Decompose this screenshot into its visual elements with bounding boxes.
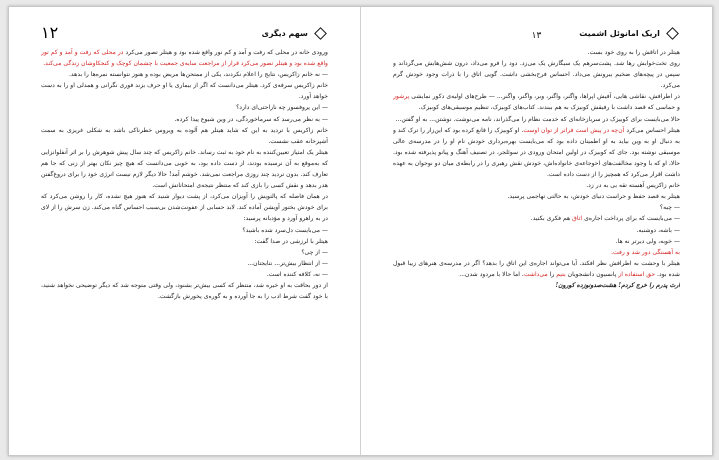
paragraph-text: ارث پدرم را خرج کردم! هشت‌صد‌و‌نوزده کورون!: [555, 281, 680, 289]
paragraph: [393, 47, 680, 58]
paragraph-text: — از چی؟: [301, 248, 328, 256]
paragraph-text: . اما حالا با مردود شدن...: [459, 270, 524, 278]
paragraph-text: — این پروفسور چه ناراحتی‌ای دارد؟: [236, 104, 328, 112]
paragraph: [41, 258, 328, 269]
paragraph: [393, 191, 680, 202]
highlighted-text: می‌داشت: [523, 270, 548, 278]
paragraph-text: — می‌بایست دل‌سرد شده باشید؟: [242, 226, 328, 234]
paragraph: [41, 225, 328, 236]
paragraph-text: حالا می‌بایست برای کوبیزک در سربازخانه‌ای که خدمت نظام را می‌گذراند، نامه می‌نوشت. نوشتن... به او گفتن...: [395, 115, 680, 123]
paragraph-text: در همان فاصله که پالتویش را آویزان می‌کرد، از پشت دیوار شنید که هنوز هیچ نشده، کار را روشن می‌کرد که برای خودش بختور آویشن آماده کند. لابد حسابی از عفونت‌شدن بی‌سبب احساس گناه می‌کند. زن سرش را از لای در به راهرو آورد و مؤدبانه پرسید:: [41, 193, 328, 223]
highlighted-text: یتیم: [556, 270, 566, 278]
right-page-number-wrap: [393, 23, 680, 42]
highlighted-text: در محلی که رفت و آمد و کم نور واقع شده بود و هیتلر تصور می‌کرد قرار از مراجعت سایه‌ی جمعیت با چشمان کوچک و کنجکاوشان زندگی می‌کند.: [41, 49, 328, 68]
left-page-body: [41, 47, 328, 445]
paragraph: [393, 114, 680, 125]
paragraph: [41, 114, 328, 125]
paragraph-text: هم فکری بکنید.: [530, 215, 573, 223]
paragraph: [41, 191, 328, 224]
paragraph-text: هیتلر به قصد حفظ و حراست دنیای خودش، به حالتی تهاجمی پرسید.: [507, 193, 680, 201]
paragraph-text: — به نظر می‌رسد که سرماخوردگی، در وین شیوع پیدا کرده.: [174, 115, 328, 123]
book-spread: [8, 6, 713, 456]
paragraph: [41, 69, 328, 80]
left-running-title-text: سهم دیگری: [261, 29, 308, 38]
paragraph-text: روی تخت‌خوابش رها شد. پشت‌سرهم یک سیگارش یک می‌زد. دود را فرو می‌داد، درون شش‌هایش می‌گرداند و سپس در پیچه‌های ضخیم بیرونش می‌داد. احساس فرح‌بخشی داشت. گویی اتاق را با ذرات وجود خودش گرم می‌کرد.: [393, 60, 680, 90]
right-running-title-text: اریک امانوئل اشمیت: [579, 29, 660, 38]
paragraph: [393, 247, 680, 258]
paragraph: [41, 80, 328, 102]
left-running-title: [262, 23, 328, 42]
highlighted-text: آن‌چه در پیش است فراتر از توان اوست: [523, 126, 625, 134]
paragraph-text: — می‌بایست که برای پرداخت اجاره‌ی: [582, 215, 680, 223]
highlighted-text: پرشور: [393, 93, 410, 101]
paragraph-text: — از انتظار بیش‌تر... نتایجتان...: [247, 259, 328, 267]
paragraph-text: خانم زاکریس آهسته تقه یی به در زد.: [586, 182, 680, 190]
left-page-header: [41, 23, 328, 42]
paragraph: [393, 236, 680, 247]
paragraph-text: را: [547, 270, 557, 278]
highlighted-text: به آهستگی دور شد و رفت.: [611, 248, 680, 256]
paragraph-text: و حماسی که قصد داشت با رفیقش کوبیزک به هم ببندند. کتاب‌های کوبیزک، تنظیم موسیقی‌های کوبیزک.: [418, 104, 680, 112]
paragraph-text: هیتلر با وحشت به اطرافش نظر افکند. آیا می‌تواند اجاره‌ی این اتاق را بدهد؟ اگر در مدرسه‌ی هنرهای زیبا قبول شده بود.: [393, 259, 680, 278]
paragraph: [393, 258, 680, 280]
paragraph: [41, 125, 328, 147]
paragraph-text: هیتلر احساس می‌کرد: [624, 126, 680, 134]
paragraph-text: — نه، کلافه کننده است.: [266, 270, 328, 278]
paragraph-text: در اطرافش، نقاشی‌ هایی، آفیش اپراها، واگنر، واگنر، وبر، واگنر، واگنر... — طرح‌های اولیه‌ی دکور نمایشی: [409, 93, 680, 101]
right-page-header: [393, 23, 680, 41]
paragraph-text: پانسیون دانشجویان: [565, 270, 619, 278]
paragraph: [393, 202, 680, 213]
paragraph-text: هیتلر در اتاقش را به روی خود بست.: [587, 49, 680, 56]
right-page-number: ۱۳: [531, 31, 542, 41]
paragraph: [41, 102, 328, 113]
highlighted-text: حق استفاده از: [618, 270, 656, 278]
paragraph: [41, 247, 328, 258]
paragraph: [41, 47, 328, 69]
paragraph: [393, 91, 680, 113]
paragraph-text: خانم زاکریس سرفه‌ی کرد. هیتلر می‌دانست که اگر از بیماری یا او حرف بزند فوری نگرانی و همدلی او را به دست خواهد آورد.: [41, 82, 328, 101]
paragraph: [393, 58, 680, 91]
paragraph: [41, 280, 328, 302]
paragraph: [393, 125, 680, 180]
paragraph: [393, 225, 680, 236]
paragraph-text: — چیه؟: [659, 204, 680, 212]
paragraph: [393, 180, 680, 191]
paragraph-text: از دور بحاقت به او خیره شد، منتظر که کسی بیش‌تر بشنود، ولی وقتی متوجه شد که دیگر توضیحی نخواهد شنید، با خود گفت شرط ادب را به جا آورده و به گوره‌ی پخورش بازگشت.: [41, 281, 328, 301]
paragraph: [41, 236, 328, 247]
paragraph: [393, 213, 680, 224]
diamond-ornament-icon: [314, 27, 327, 40]
paragraph-text: خانم زاکریس با تردید به این که شاید هیتلر هم آلوده به ویروس خطرناکی باشد به شکلی غریزی به سمت آشپزخانه عقب نشست.: [41, 126, 328, 145]
paragraph-text: ورودی خانه در محلی که رفت و آمد و کم نور واقع شده بود و هیتلر تصور می‌کرد: [123, 49, 328, 56]
right-page-body: [393, 47, 680, 445]
paragraph-text: هیتلر یک امتیاز تعیین‌کننده به نام خود به ثبت رساند. خانم زاکریس که چند سال پیش شوهرش را بر اثر آنفلوانزایی که به‌موقع به آن نرسیده بودند، از دست داده بود، به خوبی می‌دانست که هیچ چیز نکان بهتر از زنی که جا هم تعارف کند. بدون تردید چند روزی مراجعت نمی‌شد. خوشم آمد! حالا دیگر لازم نیست انرژی خود را برای دروغ‌گفتن هدر بدهد و نقش کسی را بازی کند که منتظر نتیجه‌ی امتحاناتش است.: [41, 148, 328, 190]
paragraph-text: — نه خانم زاکریس، نتایج را اعلام نکردند، یکی از ممتحن‌ها مریض بوده و هنوز نتوانسته نمره‌ها را بدهد.: [68, 71, 328, 79]
paragraph-text: . او کوبیزک را قانع کرده بود که این‌زار را ترک کند و به دنبال او به وین بیاید به او اطمینان داده بود که می‌بایست بهره‌برداری خودش نام او را در مدرسه‌ی عالی موسیقی نوشته بود. جای که کوبیزک در اولین امتحان ورودی در سوئلجر، در تصنیف آهنگ و پیانو پذیرفته شده بود. حالا، او که با وجود مخالفت‌های ‌‌احوجاعه‌ی خانواده‌اش، خودش نقش رهبری را در رابطه‌ی میان دو نوجوان به عهده داشت اقرار می‌کرد که همچیز را از دست داده است.: [393, 126, 680, 179]
paragraph-text: — باشه، دوشنبه.: [636, 226, 680, 234]
paragraph: [41, 147, 328, 191]
left-page-number: ۱۲: [41, 23, 59, 42]
highlighted-text: اتاق: [572, 215, 583, 223]
paragraph: [41, 269, 328, 280]
paragraph: [393, 280, 680, 291]
right-page: [361, 7, 712, 455]
left-page: [9, 7, 360, 455]
paragraph-text: — خوبه، ولی دیرتر نه ها.: [615, 237, 680, 245]
paragraph-text: هیتلر با لرزشی در صدا گفت:: [254, 237, 328, 245]
